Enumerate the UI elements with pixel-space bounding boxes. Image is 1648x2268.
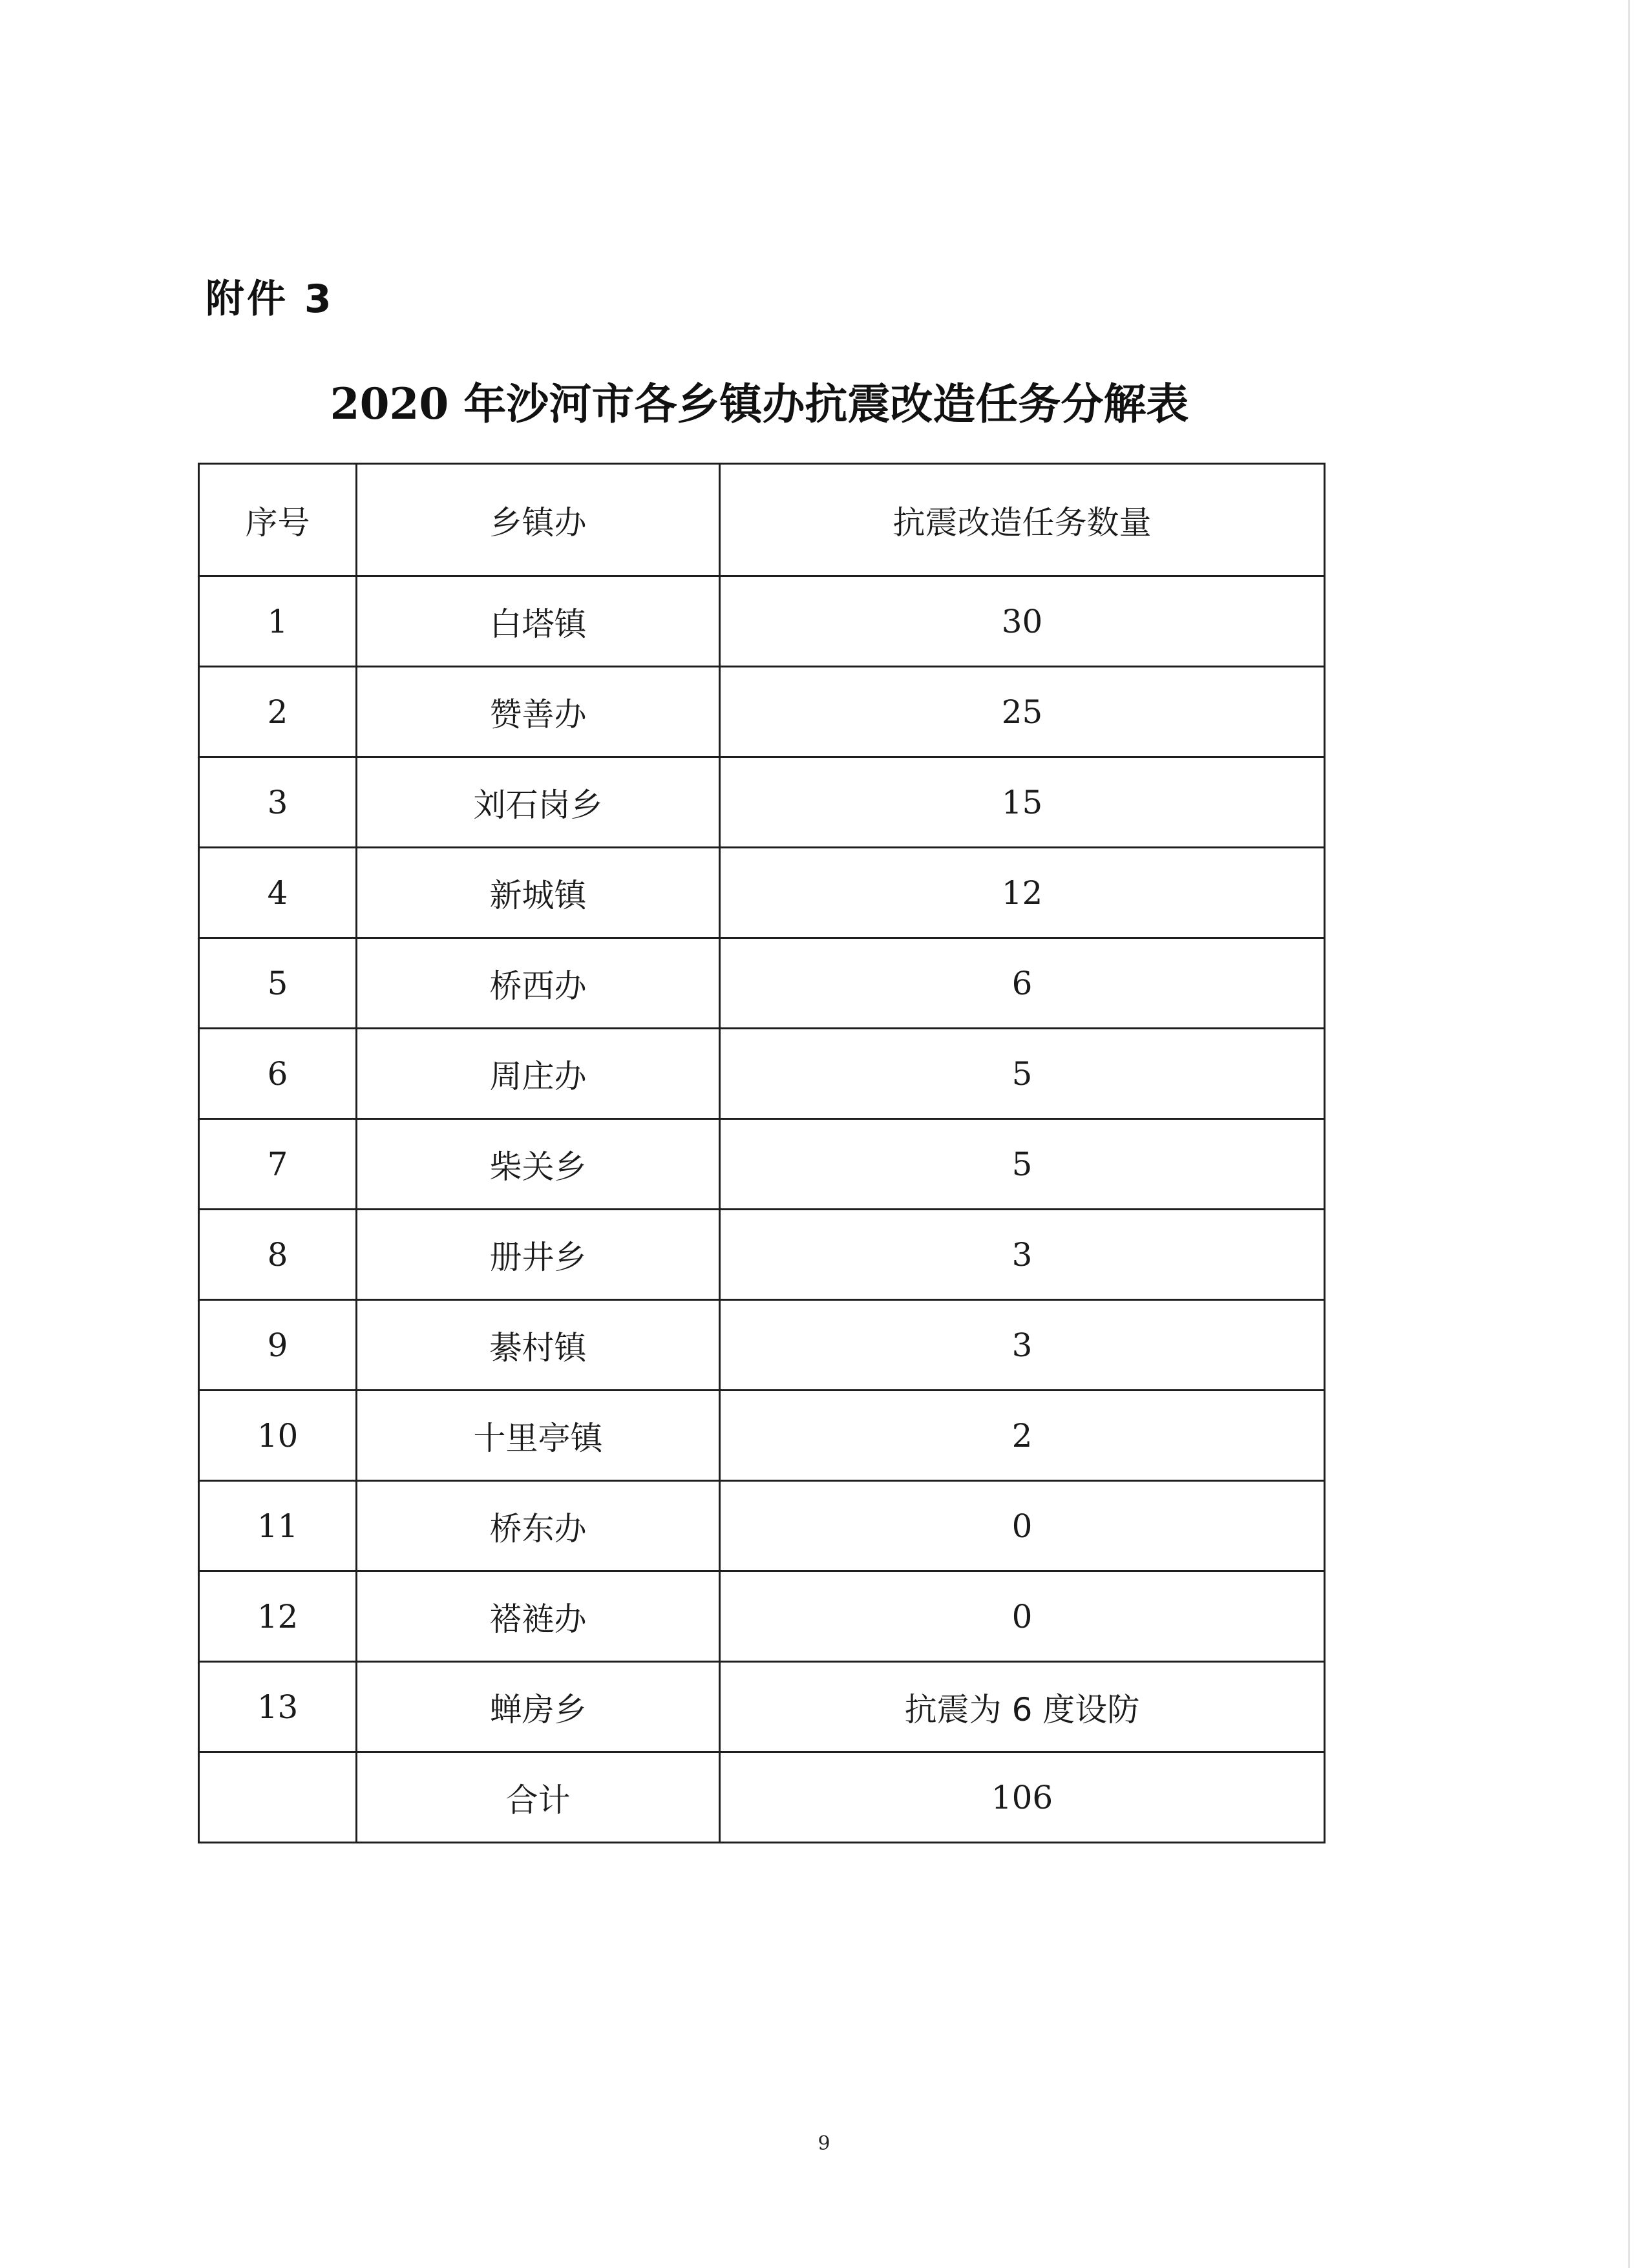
table-row <box>199 757 1325 848</box>
row-index: 5 <box>199 938 357 1029</box>
row-town: 桥东办 <box>357 1481 720 1571</box>
header-town: 乡镇办 <box>357 464 720 576</box>
attachment-label: 附件 3 <box>206 277 334 322</box>
table-row <box>199 1662 1325 1752</box>
document-title: 2020 年沙河市各乡镇办抗震改造任务分解表 <box>330 379 1189 429</box>
table-row <box>199 1210 1325 1300</box>
row-count: 6 <box>720 938 1325 1029</box>
table-row <box>199 1119 1325 1210</box>
row-index: 12 <box>199 1571 357 1662</box>
table-row <box>199 938 1325 1029</box>
row-index: 1 <box>199 576 357 667</box>
row-town: 赞善办 <box>357 667 720 757</box>
row-count: 3 <box>720 1210 1325 1300</box>
row-town: 綦村镇 <box>357 1300 720 1391</box>
table-row <box>199 1391 1325 1481</box>
row-town: 蝉房乡 <box>357 1662 720 1752</box>
row-count: 25 <box>720 667 1325 757</box>
row-index: 13 <box>199 1662 357 1752</box>
row-town: 册井乡 <box>357 1210 720 1300</box>
row-count: 抗震为 6 度设防 <box>720 1662 1325 1752</box>
total-count: 106 <box>720 1752 1325 1843</box>
row-index: 4 <box>199 848 357 938</box>
total-index <box>199 1752 357 1843</box>
row-count: 5 <box>720 1029 1325 1119</box>
table-total-row <box>199 1752 1325 1843</box>
row-town: 十里亭镇 <box>357 1391 720 1481</box>
row-index: 9 <box>199 1300 357 1391</box>
table-row <box>199 667 1325 757</box>
row-town: 桥西办 <box>357 938 720 1029</box>
row-index: 6 <box>199 1029 357 1119</box>
header-count: 抗震改造任务数量 <box>720 464 1325 576</box>
row-count: 15 <box>720 757 1325 848</box>
total-label: 合计 <box>357 1752 720 1843</box>
table-header-row <box>199 464 1325 576</box>
page-number: 9 <box>818 2132 830 2155</box>
row-town: 刘石岗乡 <box>357 757 720 848</box>
table-row <box>199 1481 1325 1571</box>
row-count: 30 <box>720 576 1325 667</box>
row-index: 11 <box>199 1481 357 1571</box>
row-count: 5 <box>720 1119 1325 1210</box>
row-index: 2 <box>199 667 357 757</box>
row-town: 褡裢办 <box>357 1571 720 1662</box>
row-index: 8 <box>199 1210 357 1300</box>
table-row <box>199 1300 1325 1391</box>
table-row <box>199 1571 1325 1662</box>
table-row <box>199 848 1325 938</box>
row-count: 12 <box>720 848 1325 938</box>
table-row <box>199 1029 1325 1119</box>
row-count: 2 <box>720 1391 1325 1481</box>
page-edge <box>1628 0 1630 2268</box>
row-index: 7 <box>199 1119 357 1210</box>
row-town: 柴关乡 <box>357 1119 720 1210</box>
row-count: 0 <box>720 1481 1325 1571</box>
row-index: 3 <box>199 757 357 848</box>
row-count: 0 <box>720 1571 1325 1662</box>
row-count: 3 <box>720 1300 1325 1391</box>
header-index: 序号 <box>199 464 357 576</box>
task-allocation-table <box>198 463 1326 1843</box>
table-row <box>199 576 1325 667</box>
row-town: 周庄办 <box>357 1029 720 1119</box>
row-town: 白塔镇 <box>357 576 720 667</box>
row-index: 10 <box>199 1391 357 1481</box>
row-town: 新城镇 <box>357 848 720 938</box>
